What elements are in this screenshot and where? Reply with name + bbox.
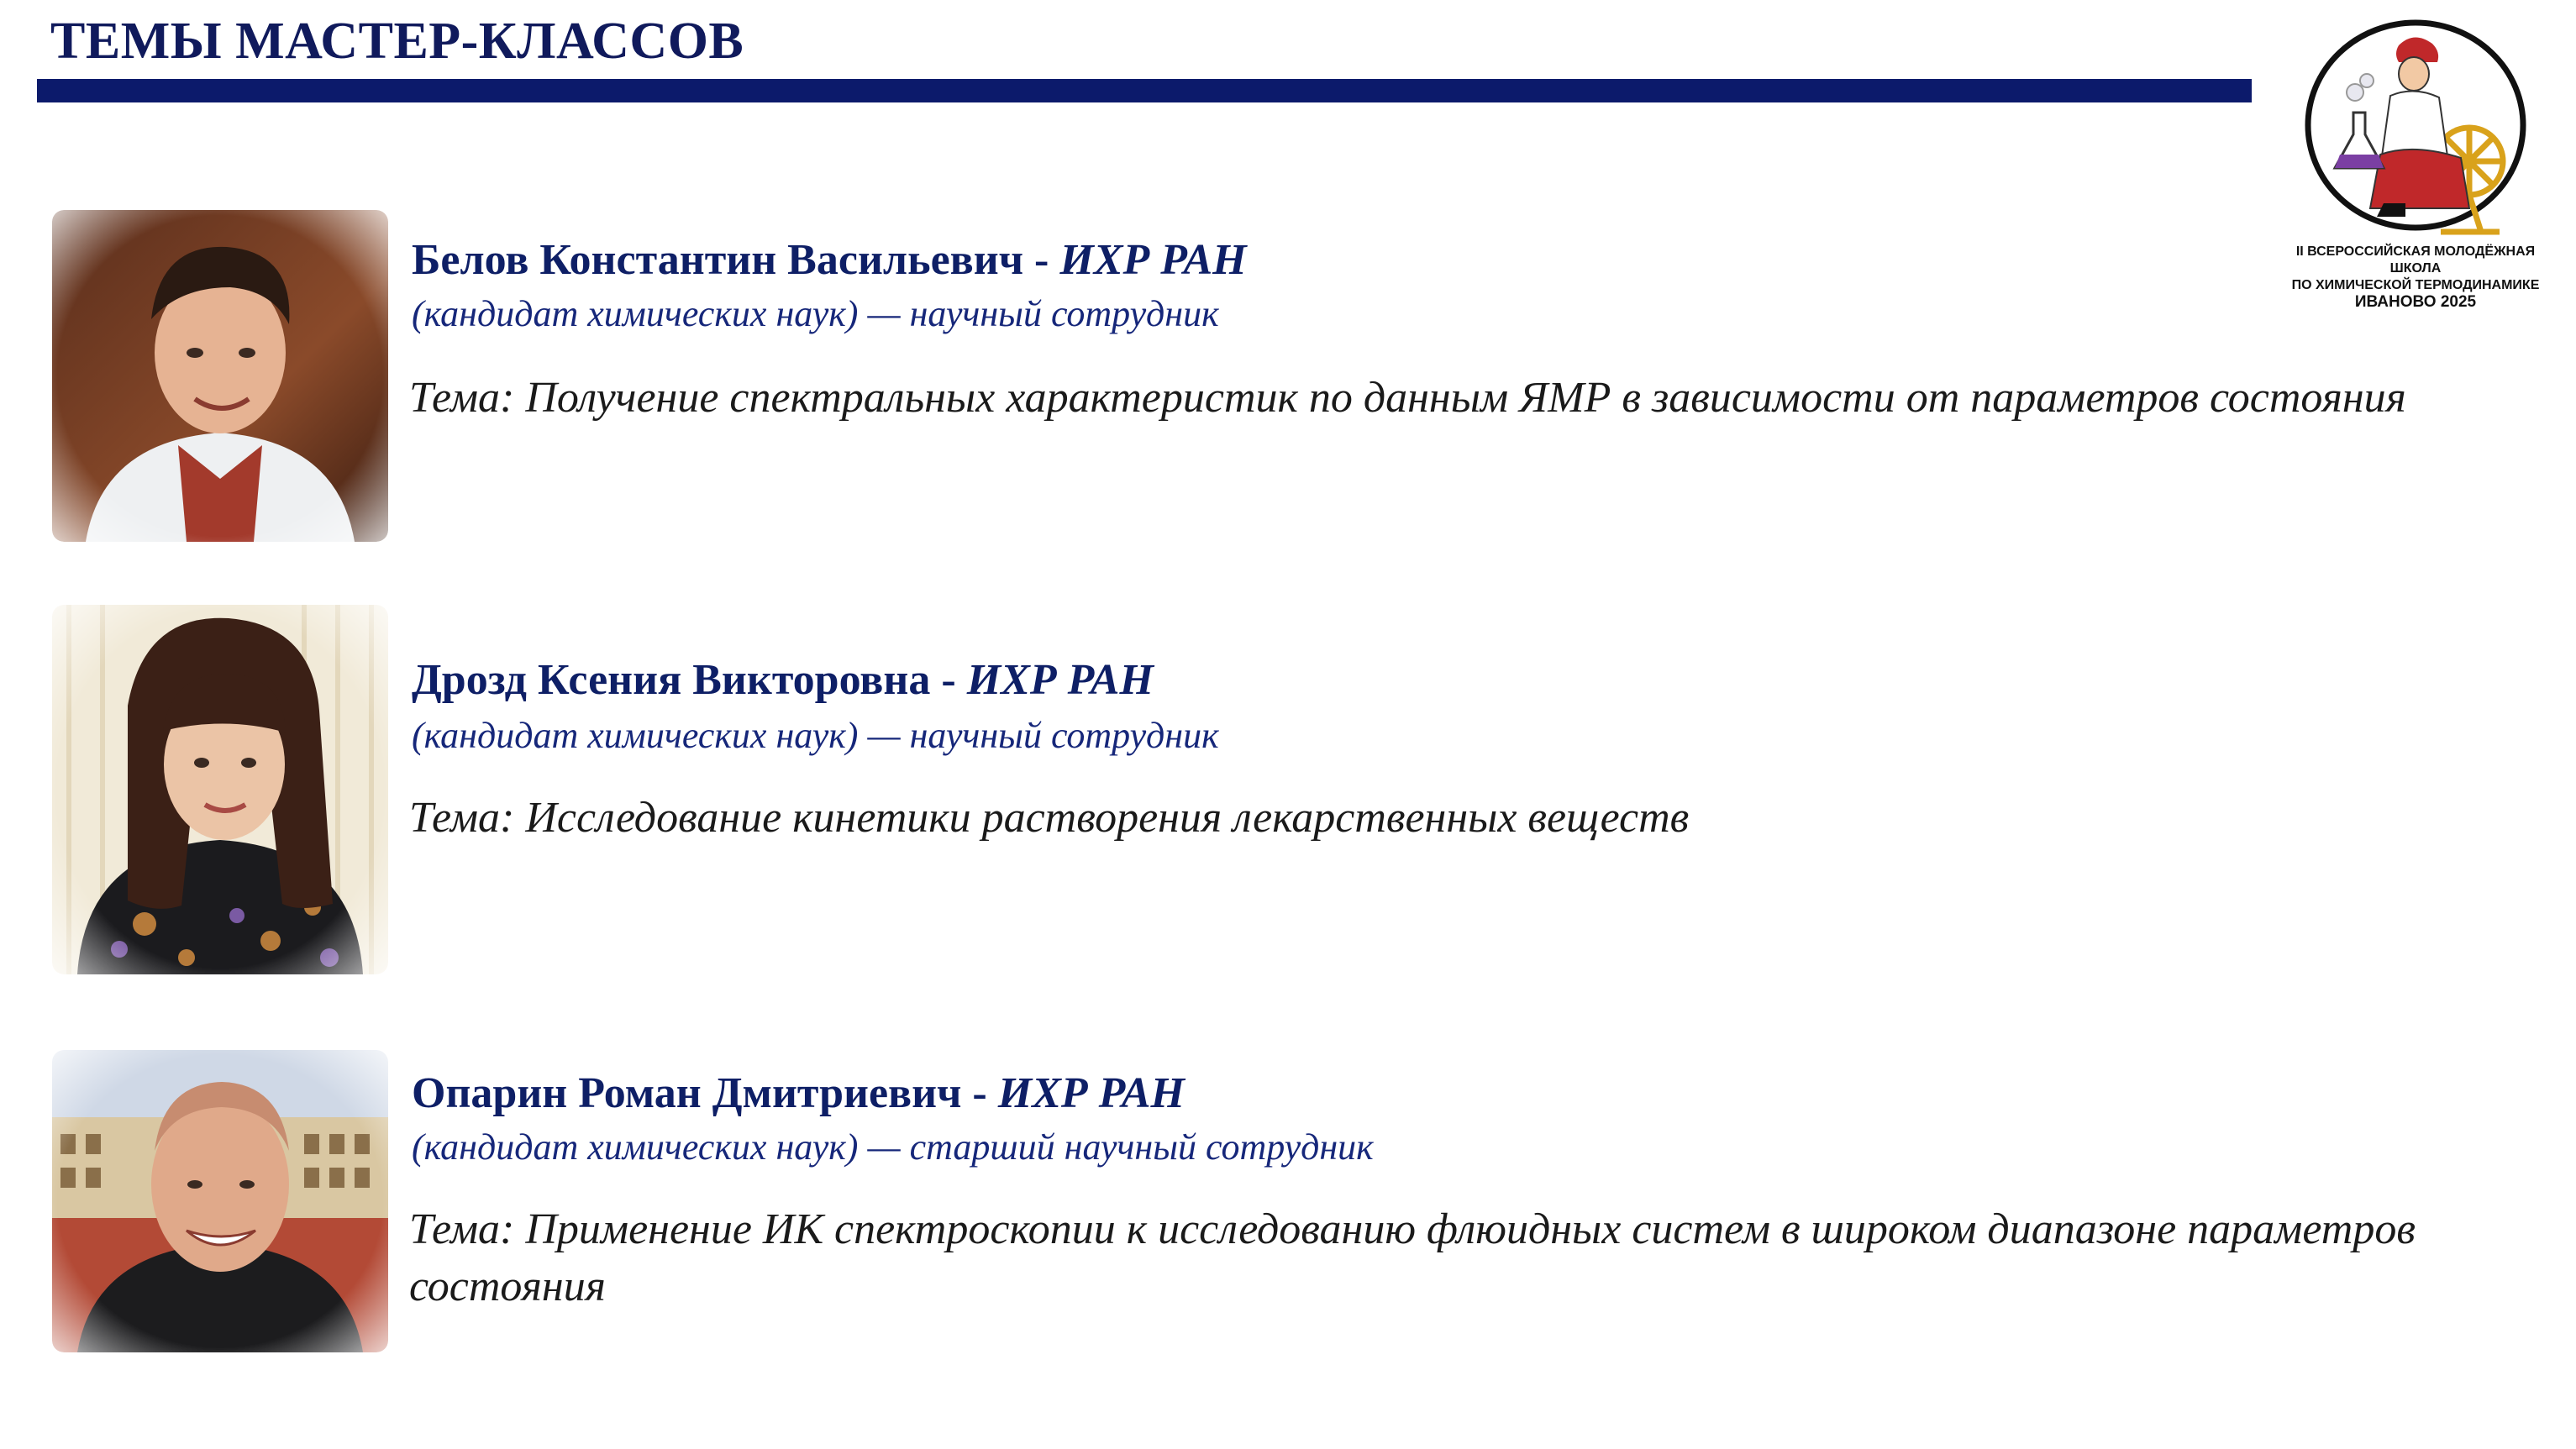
portrait-photo bbox=[52, 605, 388, 974]
masterclass-topic: Тема: Исследование кинетики растворения лекарственных веществ bbox=[409, 794, 1690, 842]
name-separator: - bbox=[1023, 236, 1060, 284]
organization: ИХР РАН bbox=[997, 1069, 1185, 1117]
academic-degree: (кандидат химических наук) — научный сотрудник bbox=[412, 293, 1219, 334]
title-underline bbox=[37, 79, 2252, 102]
person-name bbox=[412, 655, 1154, 705]
masterclass-topic: Тема: Применение ИК спектроскопии к исследованию флюидных систем в широком диапазоне параметров состояния bbox=[409, 1205, 2416, 1310]
logo-line-2: ПО ХИМИЧЕСКОЙ ТЕРМОДИНАМИКЕ bbox=[2291, 278, 2540, 292]
academic-degree: (кандидат химических наук) — научный сотрудник bbox=[412, 715, 1219, 756]
name-separator: - bbox=[961, 1069, 998, 1117]
portrait-photo bbox=[52, 210, 388, 542]
logo-line-3: ИВАНОВО 2025 bbox=[2354, 293, 2477, 311]
portrait-photo bbox=[52, 1050, 388, 1352]
name-separator: - bbox=[930, 656, 967, 704]
logo-line-1: II ВСЕРОССИЙСКАЯ МОЛОДЁЖНАЯ ШКОЛА bbox=[2295, 244, 2536, 276]
person-name bbox=[412, 235, 1247, 285]
person-name-text: Белов Константин Васильевич bbox=[412, 236, 1024, 284]
masterclass-topic: Тема: Получение спектральных характеристик по данным ЯМР в зависимости от параметров состояния bbox=[409, 374, 2406, 422]
logo-caption bbox=[2273, 244, 2558, 311]
person-name-text: Дрозд Ксения Викторовна bbox=[412, 656, 931, 704]
organization: ИХР РАН bbox=[966, 656, 1154, 704]
page-title: ТЕМЫ МАСТЕР-КЛАССОВ bbox=[50, 13, 744, 70]
person-name bbox=[412, 1068, 1185, 1118]
academic-degree: (кандидат химических наук) — старший научный сотрудник bbox=[412, 1126, 1374, 1168]
person-name-text: Опарин Роман Дмитриевич bbox=[412, 1069, 962, 1117]
organization: ИХР РАН bbox=[1059, 236, 1247, 284]
